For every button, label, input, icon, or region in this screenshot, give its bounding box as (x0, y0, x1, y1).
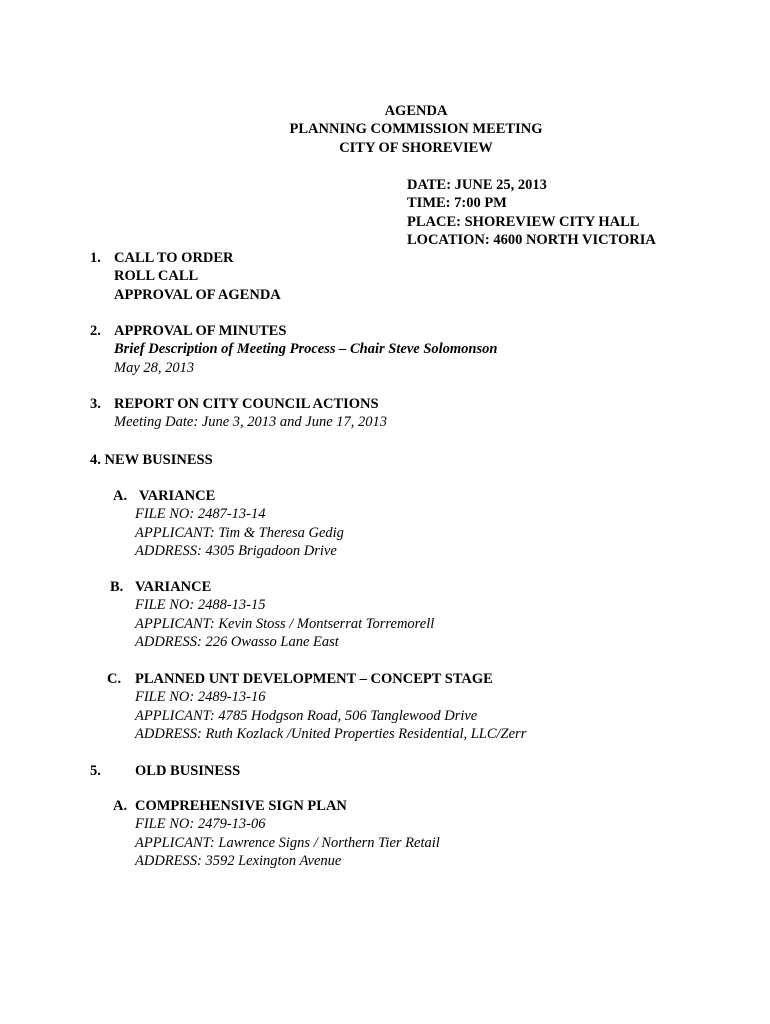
meeting-date: DATE: JUNE 25, 2013 (407, 177, 547, 193)
header-city: CITY OF SHOREVIEW (339, 139, 493, 156)
header-agenda: AGENDA (384, 103, 448, 119)
item-file-no: FILE NO: 2479-13-06 (135, 816, 266, 833)
item-address: ADDRESS: 3592 Lexington Avenue (135, 852, 342, 869)
item-address: ADDRESS: 4305 Brigadoon Drive (135, 542, 337, 559)
new-business-item-c (107, 670, 727, 743)
item-title: PLANNED UNT DEVELOPMENT – CONCEPT STAGE (135, 671, 493, 687)
meeting-time: TIME: 7:00 PM (407, 195, 507, 212)
section-title: NEW BUSINESS (104, 452, 213, 468)
item-applicant: APPLICANT: Tim & Theresa Gedig (135, 524, 344, 541)
item-applicant: APPLICANT: 4785 Hodgson Road, 506 Tanglewood Drive (135, 707, 478, 724)
section-title: CALL TO ORDER (114, 250, 234, 266)
section-number: 5. (90, 763, 101, 779)
section-council-actions (90, 395, 590, 432)
section-title: REPORT ON CITY COUNCIL ACTIONS (114, 396, 379, 412)
meeting-place: PLACE: SHOREVIEW CITY HALL (407, 213, 640, 230)
section-title: OLD BUSINESS (135, 763, 241, 779)
roll-call: ROLL CALL (114, 268, 199, 285)
item-letter: B. (110, 579, 124, 595)
meeting-info (407, 176, 656, 249)
new-business-item-a (113, 487, 713, 560)
item-file-no: FILE NO: 2489-13-16 (135, 689, 266, 706)
section-title: APPROVAL OF MINUTES (114, 323, 287, 339)
item-address: ADDRESS: Ruth Kozlack /United Properties Residential, LLC/Zerr (135, 725, 527, 742)
item-letter: A. (113, 488, 128, 504)
minutes-date: May 28, 2013 (114, 359, 195, 376)
section-number: 3. (90, 396, 101, 412)
council-meeting-dates: Meeting Date: June 3, 2013 and June 17, 2013 (114, 414, 388, 431)
item-title: COMPREHENSIVE SIGN PLAN (135, 798, 347, 814)
approval-of-agenda: APPROVAL OF AGENDA (114, 286, 281, 303)
meeting-location: LOCATION: 4600 NORTH VICTORIA (407, 231, 656, 248)
header-meeting-title: PLANNING COMMISSION MEETING (289, 121, 543, 138)
agenda-header (0, 102, 770, 157)
item-applicant: APPLICANT: Kevin Stoss / Montserrat Torremorell (135, 615, 435, 632)
item-applicant: APPLICANT: Lawrence Signs / Northern Tier Retail (135, 834, 440, 851)
section-number: 1. (90, 250, 101, 266)
section-number: 4. (90, 452, 101, 468)
item-address: ADDRESS: 226 Owasso Lane East (135, 633, 339, 650)
section-new-business (90, 451, 213, 469)
item-letter: A. (113, 798, 128, 814)
item-title: VARIANCE (139, 488, 216, 504)
section-call-to-order (90, 249, 490, 304)
item-title: VARIANCE (135, 579, 212, 595)
item-letter: C. (107, 671, 122, 687)
old-business-item-a (113, 797, 713, 870)
item-file-no: FILE NO: 2487-13-14 (135, 506, 266, 523)
section-approval-of-minutes (90, 322, 650, 377)
item-file-no: FILE NO: 2488-13-15 (135, 597, 266, 614)
section-old-business (90, 762, 390, 780)
new-business-item-b (110, 578, 710, 651)
meeting-process-description: Brief Description of Meeting Process – Chair Steve Solomonson (114, 341, 498, 358)
section-number: 2. (90, 323, 101, 339)
